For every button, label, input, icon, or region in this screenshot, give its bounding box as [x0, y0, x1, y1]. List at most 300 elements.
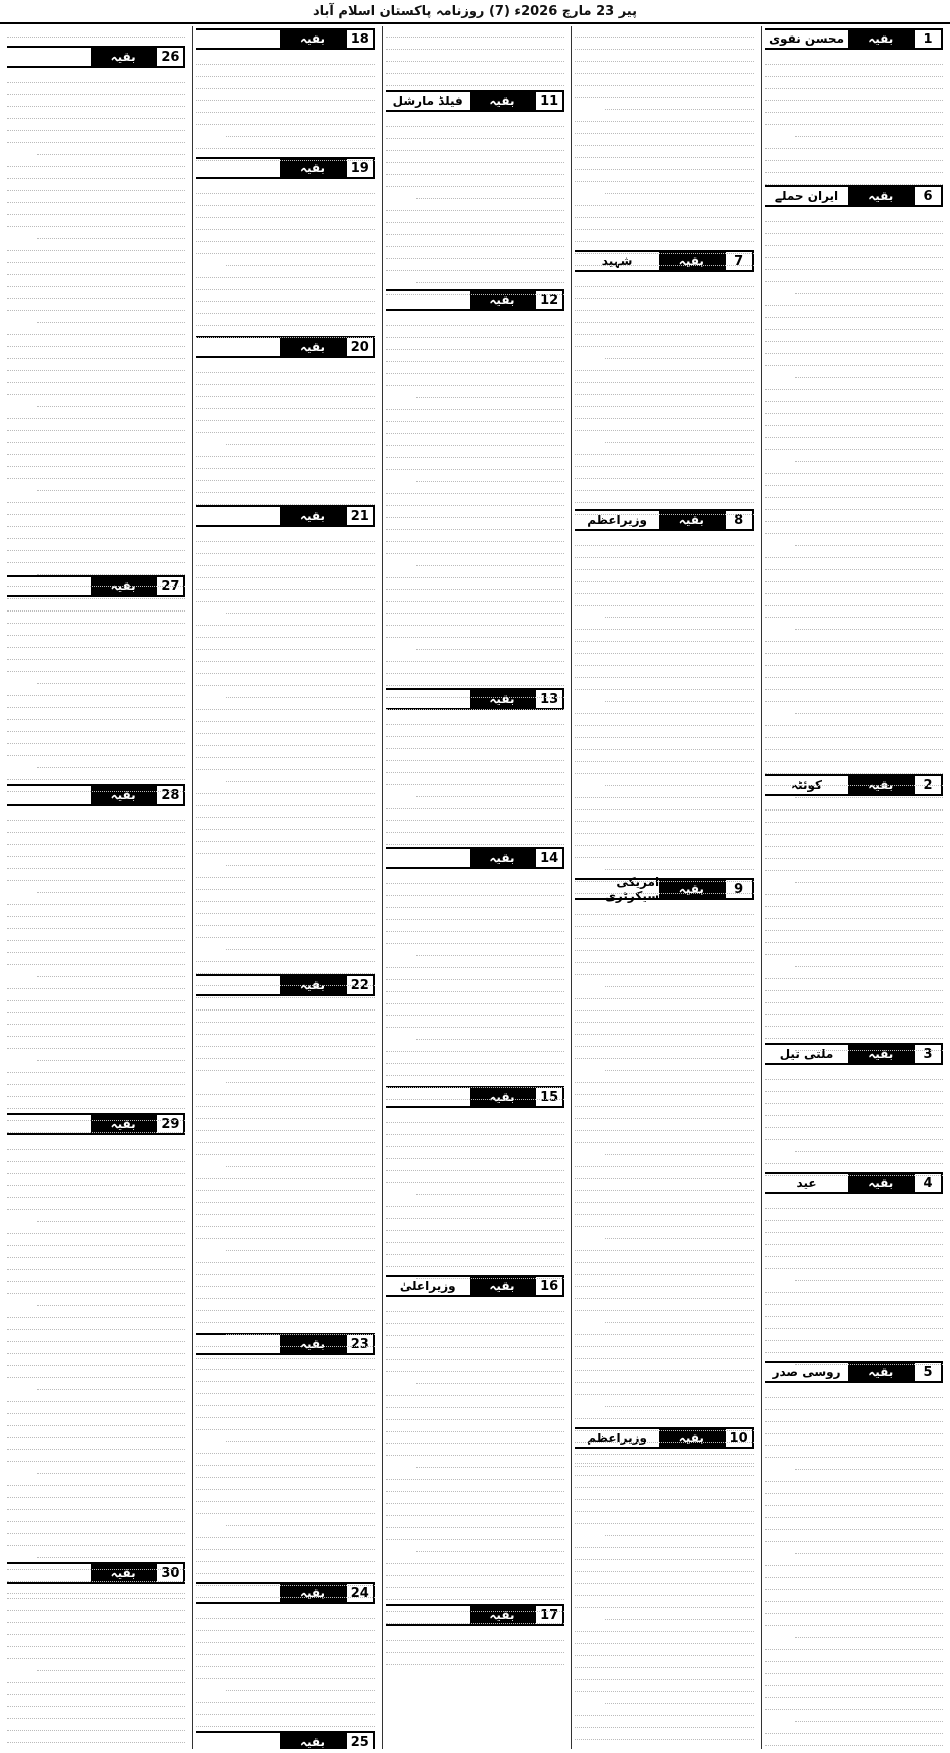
- text-line: [196, 1382, 374, 1394]
- section-19: [196, 157, 374, 332]
- text-line: [416, 1540, 564, 1552]
- text-line: [765, 522, 943, 534]
- text-line: [765, 1317, 943, 1329]
- section-number: 19: [345, 157, 375, 179]
- text-line: [575, 1335, 753, 1347]
- text-line: [196, 1655, 374, 1667]
- text-line: [37, 1743, 185, 1749]
- text-line: [605, 1227, 753, 1239]
- text-line: [386, 821, 564, 833]
- section-3: [765, 1043, 943, 1168]
- text-line: [795, 1542, 943, 1554]
- text-line: [575, 654, 753, 666]
- text-line: [37, 143, 185, 155]
- text-line: [575, 38, 753, 50]
- text-line: [196, 626, 374, 638]
- text-line: [575, 86, 753, 98]
- text-line: [575, 335, 753, 347]
- text-line: [795, 125, 943, 137]
- body-text: [196, 530, 374, 970]
- text-line: [386, 1504, 564, 1516]
- text-line: [386, 26, 564, 38]
- page-header: [0, 0, 950, 24]
- section-number: 5: [913, 1361, 943, 1383]
- text-line: [7, 768, 185, 780]
- text-line: [575, 1419, 753, 1431]
- text-line: [386, 797, 564, 809]
- text-line: [196, 113, 374, 125]
- text-line: [575, 275, 753, 287]
- text-line: [196, 950, 374, 962]
- text-line: [226, 770, 374, 782]
- text-line: [765, 77, 943, 89]
- text-line: [765, 678, 943, 690]
- text-line: [386, 163, 564, 175]
- text-line: [196, 1370, 374, 1382]
- text-line: [7, 1426, 185, 1438]
- text-line: [765, 654, 943, 666]
- continued-label: بقیہ: [659, 878, 724, 900]
- continued-label: بقیہ: [848, 28, 913, 50]
- text-line: [765, 1530, 943, 1542]
- text-line: [196, 1406, 374, 1418]
- text-line: [7, 1611, 185, 1623]
- text-line: [575, 311, 753, 323]
- text-line: [575, 726, 753, 738]
- text-line: [7, 1174, 185, 1186]
- text-line: [196, 77, 374, 89]
- text-line: [575, 419, 753, 431]
- body-text: [196, 999, 374, 1329]
- text-line: [386, 1528, 564, 1540]
- text-line: [765, 1494, 943, 1506]
- text-line: [196, 662, 374, 674]
- body-text: [386, 1111, 564, 1271]
- text-line: [7, 1121, 185, 1133]
- text-line: [7, 1354, 185, 1366]
- text-line: [7, 1474, 185, 1486]
- text-line: [386, 725, 564, 737]
- text-line: [196, 710, 374, 722]
- text-line: [765, 137, 943, 149]
- text-line: [196, 421, 374, 433]
- text-line: [765, 1092, 943, 1104]
- text-line: [765, 847, 943, 859]
- section-number: 17: [534, 1604, 564, 1626]
- text-line: [765, 1281, 943, 1293]
- text-line: [575, 582, 753, 594]
- text-line: [575, 407, 753, 419]
- text-line: [575, 1047, 753, 1059]
- text-line: [795, 1458, 943, 1470]
- text-line: [386, 398, 564, 410]
- continued-label: بقیہ: [91, 46, 156, 68]
- text-line: [196, 1478, 374, 1490]
- text-line: [7, 1719, 185, 1731]
- text-line: [765, 438, 943, 450]
- text-line: [605, 431, 753, 443]
- text-line: [765, 582, 943, 594]
- text-line: [196, 1047, 374, 1059]
- text-line: [196, 206, 374, 218]
- text-line: [7, 833, 185, 845]
- text-line: [765, 1506, 943, 1518]
- text-line: [386, 1480, 564, 1492]
- text-line: [37, 311, 185, 323]
- text-line: [196, 1715, 374, 1727]
- section-title: شہید: [575, 250, 659, 272]
- continued-label: بقیہ: [470, 90, 535, 112]
- text-line: [575, 371, 753, 383]
- column-1: [761, 26, 946, 1749]
- text-line: [386, 1219, 564, 1231]
- text-line: [7, 119, 185, 131]
- text-line: [386, 50, 564, 62]
- text-line: [196, 194, 374, 206]
- text-line: [196, 1394, 374, 1406]
- text-line: [795, 955, 943, 967]
- text-line: [605, 182, 753, 194]
- text-line: [196, 137, 374, 149]
- text-line: [226, 433, 374, 445]
- text-line: [575, 1740, 753, 1749]
- text-line: [7, 600, 185, 612]
- text-line: [575, 1299, 753, 1311]
- text-line: [7, 287, 185, 299]
- text-line: [605, 1143, 753, 1155]
- text-line: [765, 546, 943, 558]
- text-line: [196, 530, 374, 542]
- text-line: [386, 896, 564, 908]
- text-line: [765, 762, 943, 774]
- text-line: [765, 1746, 943, 1749]
- text-line: [386, 872, 564, 884]
- text-line: [196, 566, 374, 578]
- text-line: [7, 1510, 185, 1522]
- section-title: وزیراعظم: [575, 1427, 659, 1449]
- text-line: [795, 450, 943, 462]
- text-line: [575, 1239, 753, 1251]
- text-line: [765, 1602, 943, 1614]
- text-line: [386, 1641, 564, 1653]
- text-line: [575, 1131, 753, 1143]
- text-line: [7, 263, 185, 275]
- text-line: [7, 1234, 185, 1246]
- continued-label: بقیہ: [280, 1582, 345, 1604]
- text-line: [765, 390, 943, 402]
- text-line: [386, 1207, 564, 1219]
- text-line: [765, 378, 943, 390]
- continued-label: بقیہ: [848, 1043, 913, 1065]
- text-line: [575, 1275, 753, 1287]
- text-line: [196, 1550, 374, 1562]
- text-line: [765, 1422, 943, 1434]
- text-line: [575, 762, 753, 774]
- text-line: [7, 1402, 185, 1414]
- text-line: [575, 903, 753, 915]
- text-line: [7, 1438, 185, 1450]
- body-text: [7, 26, 185, 44]
- text-line: [386, 809, 564, 821]
- text-line: [416, 271, 564, 283]
- text-line: [575, 287, 753, 299]
- text-line: [7, 359, 185, 371]
- text-line: [575, 383, 753, 395]
- body-text: [765, 1197, 943, 1357]
- text-line: [575, 534, 753, 546]
- text-line: [196, 758, 374, 770]
- text-line: [765, 979, 943, 991]
- text-line: [386, 235, 564, 247]
- section-26: [7, 46, 185, 571]
- text-line: [575, 1359, 753, 1371]
- text-line: [7, 1486, 185, 1498]
- text-line: [196, 866, 374, 878]
- text-line: [7, 155, 185, 167]
- text-line: [765, 318, 943, 330]
- text-line: [765, 510, 943, 522]
- section-number: 18: [345, 28, 375, 50]
- body-text: [386, 713, 564, 843]
- text-line: [575, 206, 753, 218]
- continued-label: بقیہ: [659, 509, 724, 531]
- text-line: [7, 1270, 185, 1282]
- section-header: [196, 28, 374, 50]
- text-line: [37, 563, 185, 575]
- section-number: 30: [155, 1562, 185, 1584]
- text-line: [386, 908, 564, 920]
- text-line: [196, 230, 374, 242]
- text-line: [7, 1150, 185, 1162]
- text-line: [386, 506, 564, 518]
- text-line: [196, 902, 374, 914]
- text-line: [7, 684, 185, 696]
- section-10: [575, 1427, 753, 1742]
- text-line: [386, 1255, 564, 1267]
- continued-label: بقیہ: [91, 1562, 156, 1584]
- text-line: [386, 920, 564, 932]
- text-line: [7, 1623, 185, 1635]
- body-text: [386, 1300, 564, 1600]
- text-line: [386, 38, 564, 50]
- section-title: وزیراعظم: [575, 509, 659, 531]
- text-line: [7, 1330, 185, 1342]
- text-line: [7, 696, 185, 708]
- text-line: [605, 1692, 753, 1704]
- text-line: [386, 1600, 564, 1612]
- text-line: [575, 570, 753, 582]
- text-line: [196, 986, 374, 998]
- continued-label: بقیہ: [848, 1361, 913, 1383]
- text-line: [386, 1576, 564, 1588]
- text-line: [765, 1686, 943, 1698]
- text-line: [386, 1312, 564, 1324]
- text-line: [196, 890, 374, 902]
- text-line: [386, 223, 564, 235]
- section-header: [386, 90, 564, 112]
- text-line: [386, 1004, 564, 1016]
- text-line: [386, 1552, 564, 1564]
- text-line: [386, 115, 564, 127]
- text-line: [196, 1418, 374, 1430]
- text-line: [196, 794, 374, 806]
- text-line: [7, 1097, 185, 1109]
- text-line: [416, 386, 564, 398]
- text-line: [765, 750, 943, 762]
- text-line: [765, 1518, 943, 1530]
- text-line: [7, 1025, 185, 1037]
- text-line: [575, 999, 753, 1011]
- text-line: [37, 672, 185, 684]
- text-line: [196, 1107, 374, 1119]
- text-line: [196, 1251, 374, 1263]
- text-line: [196, 650, 374, 662]
- text-line: [765, 342, 943, 354]
- text-line: [37, 479, 185, 491]
- text-line: [226, 854, 374, 866]
- body-text: [7, 1587, 185, 1749]
- text-line: [765, 1638, 943, 1650]
- text-line: [765, 486, 943, 498]
- text-line: [765, 1386, 943, 1398]
- text-line: [575, 558, 753, 570]
- text-line: [226, 125, 374, 137]
- text-line: [7, 1282, 185, 1294]
- text-line: [765, 474, 943, 486]
- text-line: [575, 822, 753, 834]
- continued-label: بقیہ: [470, 289, 535, 311]
- text-line: [765, 1245, 943, 1257]
- text-line: [7, 491, 185, 503]
- text-line: [575, 1347, 753, 1359]
- text-line: [196, 65, 374, 77]
- text-line: [765, 738, 943, 750]
- section-8: [575, 509, 753, 874]
- text-line: [386, 1016, 564, 1028]
- text-line: [386, 1147, 564, 1159]
- body-text: [575, 903, 753, 1423]
- text-line: [386, 1171, 564, 1183]
- section-number: 4: [913, 1172, 943, 1194]
- text-line: [575, 1215, 753, 1227]
- text-line: [575, 1644, 753, 1656]
- section-15: [386, 1086, 564, 1271]
- section-number: 12: [534, 289, 564, 311]
- text-line: [196, 1619, 374, 1631]
- text-line: [605, 1059, 753, 1071]
- text-line: [386, 614, 564, 626]
- text-line: [196, 1691, 374, 1703]
- text-line: [765, 967, 943, 979]
- text-line: [386, 1468, 564, 1480]
- text-line: [196, 1538, 374, 1550]
- text-line: [7, 1647, 185, 1659]
- text-line: [605, 98, 753, 110]
- text-line: [7, 1061, 185, 1073]
- body-text: [575, 275, 753, 505]
- text-line: [575, 1023, 753, 1035]
- text-line: [196, 373, 374, 385]
- body-text: [386, 872, 564, 1082]
- text-line: [196, 1131, 374, 1143]
- text-line: [575, 1620, 753, 1632]
- text-line: [605, 1311, 753, 1323]
- body-text: [196, 53, 374, 153]
- text-line: [386, 1052, 564, 1064]
- text-line: [575, 254, 753, 266]
- text-line: [386, 1588, 564, 1600]
- body-text: [765, 210, 943, 770]
- text-line: [386, 956, 564, 968]
- text-line: [196, 842, 374, 854]
- text-line: [386, 1564, 564, 1576]
- text-line: [765, 895, 943, 907]
- text-line: [386, 1360, 564, 1372]
- text-line: [765, 919, 943, 931]
- text-line: [575, 122, 753, 134]
- text-line: [575, 738, 753, 750]
- text-line: [765, 234, 943, 246]
- text-line: [37, 1049, 185, 1061]
- body-text: [7, 600, 185, 780]
- text-line: [196, 590, 374, 602]
- text-line: [7, 905, 185, 917]
- text-line: [386, 518, 564, 530]
- text-line: [575, 218, 753, 230]
- text-line: [765, 811, 943, 823]
- text-line: [386, 932, 564, 944]
- body-text: [196, 1607, 374, 1727]
- text-line: [765, 173, 943, 185]
- text-line: [765, 859, 943, 871]
- section-27: [7, 575, 185, 780]
- section-number: 25: [345, 1731, 375, 1749]
- text-line: [7, 1366, 185, 1378]
- text-line: [795, 618, 943, 630]
- text-line: [7, 989, 185, 1001]
- text-line: [196, 326, 374, 338]
- text-line: [196, 385, 374, 397]
- text-line: [386, 566, 564, 578]
- text-line: [7, 612, 185, 624]
- text-line: [196, 1263, 374, 1275]
- section-number: 7: [724, 250, 754, 272]
- text-line: [7, 1414, 185, 1426]
- text-line: [416, 638, 564, 650]
- section-header: [386, 847, 564, 869]
- text-line: [37, 227, 185, 239]
- text-line: [765, 1164, 943, 1176]
- text-line: [765, 1257, 943, 1269]
- section-number: 15: [534, 1086, 564, 1108]
- text-line: [196, 493, 374, 505]
- body-text: [7, 71, 185, 571]
- text-line: [196, 722, 374, 734]
- section-title: [7, 46, 91, 68]
- text-line: [765, 1614, 943, 1626]
- text-line: [765, 161, 943, 173]
- text-line: [575, 1680, 753, 1692]
- text-line: [386, 494, 564, 506]
- text-line: [196, 1203, 374, 1215]
- text-line: [196, 469, 374, 481]
- text-line: [765, 1221, 943, 1233]
- text-line: [7, 929, 185, 941]
- text-line: [765, 943, 943, 955]
- text-line: [765, 258, 943, 270]
- text-line: [765, 606, 943, 618]
- continued-label: بقیہ: [280, 1731, 345, 1749]
